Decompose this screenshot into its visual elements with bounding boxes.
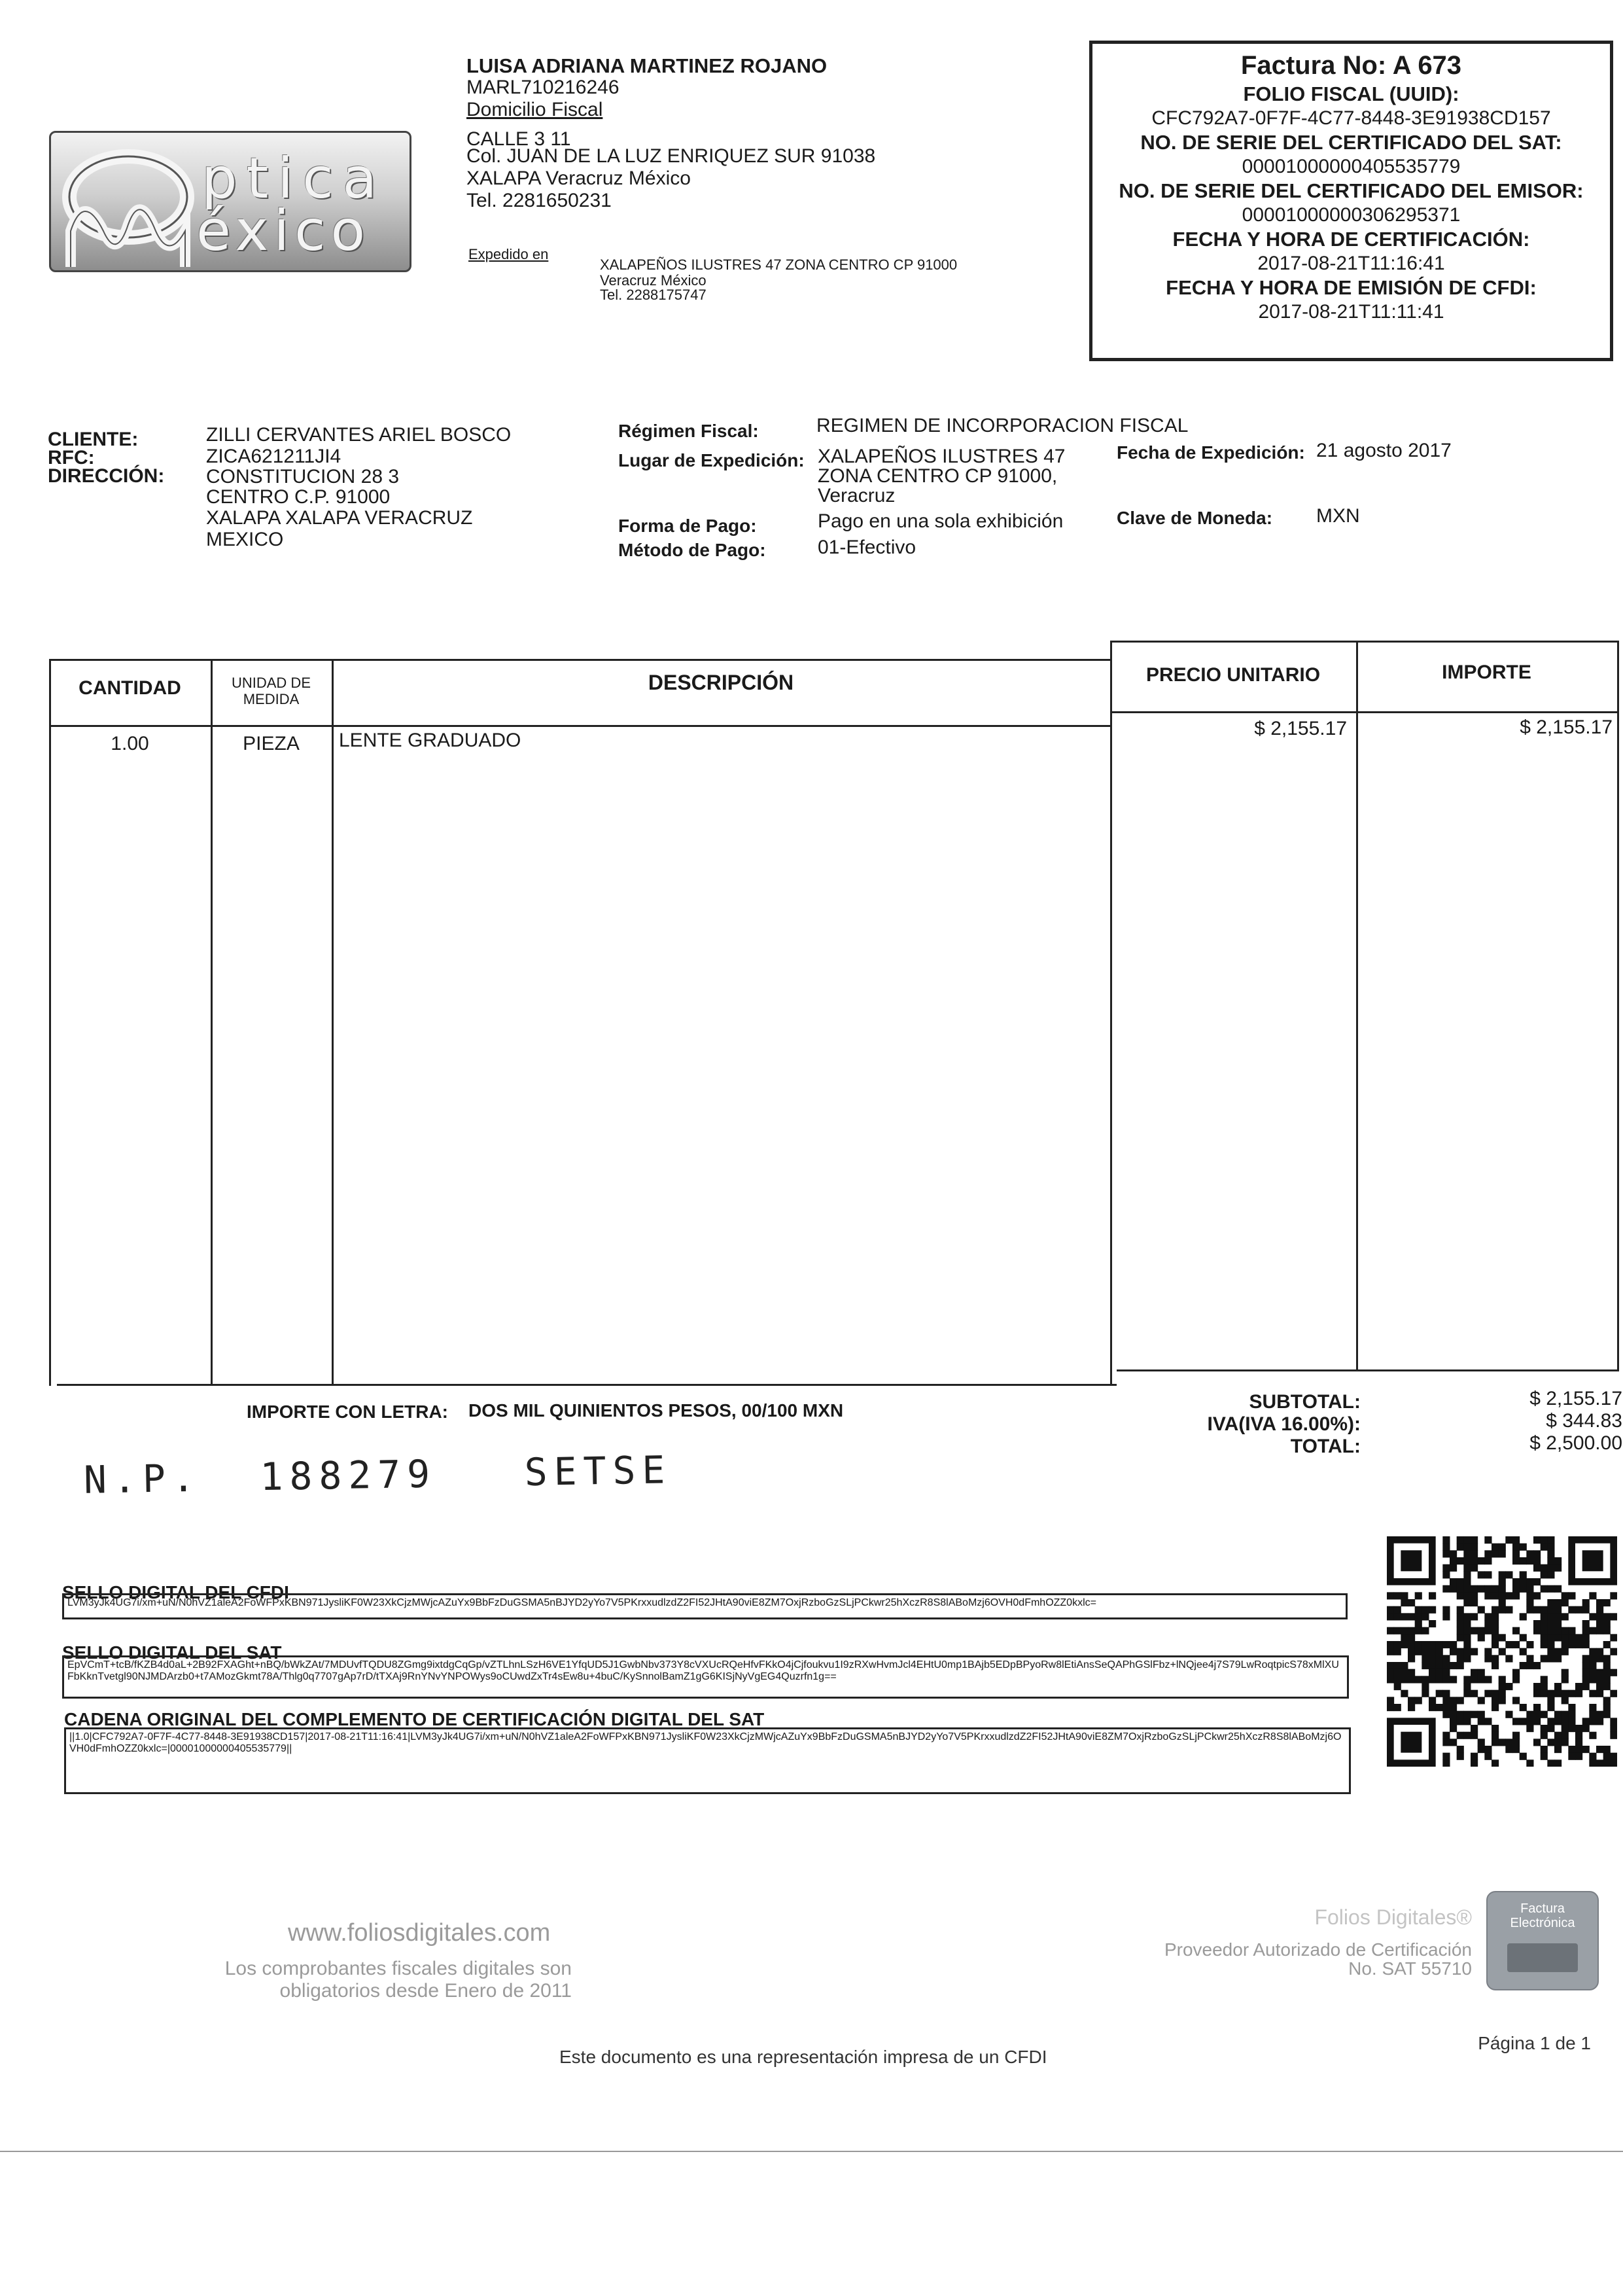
fecha-expedicion-value: 21 agosto 2017 (1316, 440, 1452, 461)
issuer-address-line3: XALAPA Veracruz México (466, 168, 691, 189)
cadena-original-label: CADENA ORIGINAL DEL COMPLEMENTO DE CERTIFICACIÓN DIGITAL DEL SAT (64, 1709, 765, 1729)
fecha-certificacion-label: FECHA Y HORA DE CERTIFICACIÓN: (1172, 228, 1530, 251)
domicilio-fiscal-label: Domicilio Fiscal (466, 99, 603, 120)
row-importe: $ 2,155.17 (1520, 716, 1613, 738)
serie-emisor-label: NO. DE SERIE DEL CERTIFICADO DEL EMISOR: (1119, 179, 1584, 202)
footer-brand: Folios Digitales® (1314, 1905, 1472, 1929)
forma-pago-value: Pago en una sola exhibición (818, 510, 1064, 532)
badge-line1: Factura (1520, 1901, 1565, 1916)
clave-moneda-value: MXN (1316, 505, 1360, 527)
regimen-label: Régimen Fiscal: (618, 421, 759, 441)
factura-electronica-badge (1486, 1891, 1599, 1990)
regimen-value: REGIMEN DE INCORPORACION FISCAL (816, 415, 1189, 436)
rfc-label: RFC: (48, 447, 95, 468)
direccion-label: DIRECCIÓN: (48, 465, 165, 487)
footer-website: www.foliosdigitales.com (288, 1919, 551, 1947)
lugar-line2: ZONA CENTRO CP 91000, (818, 465, 1058, 487)
fecha-certificacion-value: 2017-08-21T11:16:41 (1257, 253, 1445, 274)
handwritten-note: N.P. 188279 SETSE (83, 1447, 672, 1502)
expedido-en-label: Expedido en (468, 246, 549, 262)
cliente-label: CLIENTE: (48, 429, 139, 450)
fecha-emision-label: FECHA Y HORA DE EMISIÓN DE CFDI: (1166, 276, 1537, 299)
cadena-original-box: ||1.0|CFC792A7-0F7F-4C77-8448-3E91938CD157|2017-08-21T11:16:41|LVM3yJk4UG7i/xm+uN/N0hVZ1aleA2FoWFPxKBN971JysliKF0W23XkCjzMWjcAZuYx9BbFzDuGSMA5nBJYD2yYo7V5PKrxxudlzdZ2FI52JHtA90viE8ZM7OxjRzboGzSLjPCkwr25hXczR8S8lABoMzj6OVH0dFmhOZZ0kxlc=|00001000000405535779|| (64, 1727, 1351, 1794)
subtotal-value: $ 2,155.17 (1529, 1388, 1622, 1409)
footer-provider-line1: Proveedor Autorizado de Certificación (1164, 1939, 1472, 1960)
issuer-address-line2: Col. JUAN DE LA LUZ ENRIQUEZ SUR 91038 (466, 145, 876, 167)
expedido-line2: Veracruz México (600, 272, 707, 289)
logo-word-ptica: ptica (201, 146, 387, 211)
row-descripcion: LENTE GRADUADO (339, 730, 521, 751)
logo-m-mark (58, 146, 195, 270)
footer-provider-line2: No. SAT 55710 (1348, 1958, 1472, 1979)
importe-letra-value: DOS MIL QUINIENTOS PESOS, 00/100 MXN (468, 1400, 844, 1421)
fecha-emision-value: 2017-08-21T11:11:41 (1258, 301, 1444, 323)
sello-sat-label: SELLO DIGITAL DEL SAT (62, 1642, 282, 1663)
row-unidad: PIEZA (243, 733, 300, 754)
folio-fiscal-value: CFC792A7-0F7F-4C77-8448-3E91938CD157 (1151, 107, 1551, 129)
fecha-expedicion-label: Fecha de Expedición: (1117, 442, 1305, 463)
client-address-line3: XALAPA XALAPA VERACRUZ (206, 507, 473, 529)
total-label: TOTAL: (1290, 1436, 1361, 1457)
qr-code (1387, 1536, 1617, 1767)
issuer-address-line1: CALLE 3 11 (466, 128, 571, 150)
sello-cfdi-label: SELLO DIGITAL DEL CFDI (62, 1582, 289, 1602)
client-address-line4: MEXICO (206, 529, 284, 550)
row-cantidad: 1.00 (111, 733, 149, 754)
issuer-name: LUISA ADRIANA MARTINEZ ROJANO (466, 54, 828, 77)
col-unidad-header-line2: MEDIDA (243, 691, 300, 707)
issuer-phone: Tel. 2281650231 (466, 190, 612, 211)
sello-cfdi-box: LVM3yJk4UG7i/xm+uN/N0hVZ1aleA2FoWFPxKBN971JysliKF0W23XkCjzMWjcAZuYx9BbFzDuGSMA5nBJYD2yYo7V5PKrxxudlzdZ2FI52JHtA90viE8ZM7OxjRzboGzSLjPCkwr25hXczR8S8lABoMzj6OVH0dFmhOZZ0kxlc= (62, 1593, 1348, 1619)
sello-sat-box: EpVCmT+tcB/fKZB4d0aL+2B92FXAGht+nBQ/bWkZAt/7MDUvfTQDU8ZGmg9ixtdgCqGp/vZTLhnLSzH6VE1YfqUD5J1GwbNbv373Y8cVXUcRQeHfvFKkO4jCjfoukvu1I9zRXwHvmJcl4EHtU0mp1BAjb5EDpBPyoRw8lEtiAnsSeQAPhGSlFbz+lNQjee4j7S79LwRoqtpicS78xMlXUFbKknTvetgl90NJMDArzb0+t7AMozGkmt78A/Thlg0q7707gAp7rD/tTXAj9RnYNvYNPOWys9oCUwdZxTr4sEw8u+4buC/KySnnolBamZ1gG6KISjNyVgEG4Quzrfn1g== (62, 1655, 1349, 1699)
col-descripcion-header: DESCRIPCIÓN (648, 671, 794, 694)
serie-sat-label: NO. DE SERIE DEL CERTIFICADO DEL SAT: (1140, 131, 1562, 154)
metodo-pago-value: 01-Efectivo (818, 537, 916, 558)
col-importe-header: IMPORTE (1442, 662, 1531, 683)
iva-label: IVA(IVA 16.00%): (1207, 1413, 1361, 1435)
serie-sat-value: 00001000000405535779 (1242, 156, 1461, 177)
metodo-pago-label: Método de Pago: (618, 540, 766, 560)
badge-line2: Electrónica (1510, 1916, 1575, 1930)
row-precio: $ 2,155.17 (1254, 718, 1347, 739)
representation-note: Este documento es una representación impresa de un CFDI (559, 2047, 1047, 2067)
expedido-line1: XALAPEÑOS ILUSTRES 47 ZONA CENTRO CP 91000 (600, 256, 958, 273)
lugar-line1: XALAPEÑOS ILUSTRES 47 (818, 446, 1066, 467)
lugar-line3: Veracruz (818, 485, 896, 506)
page-number: Página 1 de 1 (1478, 2033, 1591, 2053)
items-table (49, 638, 1619, 1387)
issuer-rfc: MARL710216246 (466, 77, 620, 98)
forma-pago-label: Forma de Pago: (618, 516, 757, 536)
col-unidad-header-line1: UNIDAD DE (231, 675, 311, 691)
clave-moneda-label: Clave de Moneda: (1117, 508, 1273, 528)
serie-emisor-value: 00001000000306295371 (1242, 204, 1461, 226)
logo-word-exico: éxico (196, 198, 371, 264)
lugar-expedicion-label: Lugar de Expedición: (618, 450, 805, 470)
client-name: ZILLI CERVANTES ARIEL BOSCO (206, 424, 512, 446)
col-precio-header: PRECIO UNITARIO (1145, 664, 1321, 686)
company-logo (49, 131, 411, 272)
client-address-line1: CONSTITUCION 28 3 (206, 466, 400, 487)
folio-fiscal-label: FOLIO FISCAL (UUID): (1243, 82, 1459, 105)
importe-letra-label: IMPORTE CON LETRA: (247, 1402, 448, 1422)
invoice-info-box (1089, 41, 1613, 361)
client-rfc: ZICA621211JI4 (206, 446, 341, 467)
footer-note-line1: Los comprobantes fiscales digitales son (224, 1958, 572, 1979)
footer-note-line2: obligatorios desde Enero de 2011 (279, 1980, 572, 2002)
iva-value: $ 344.83 (1546, 1410, 1622, 1432)
badge-emblem-icon (1507, 1943, 1578, 1972)
page-bottom-rule (0, 2151, 1623, 2152)
expedido-line3: Tel. 2288175747 (600, 287, 707, 303)
total-value: $ 2,500.00 (1529, 1432, 1622, 1454)
col-cantidad-header: CANTIDAD (79, 677, 181, 699)
subtotal-label: SUBTOTAL: (1249, 1391, 1361, 1413)
client-address-line2: CENTRO C.P. 91000 (206, 486, 391, 508)
invoice-number: Factura No: A 673 (1240, 51, 1462, 80)
